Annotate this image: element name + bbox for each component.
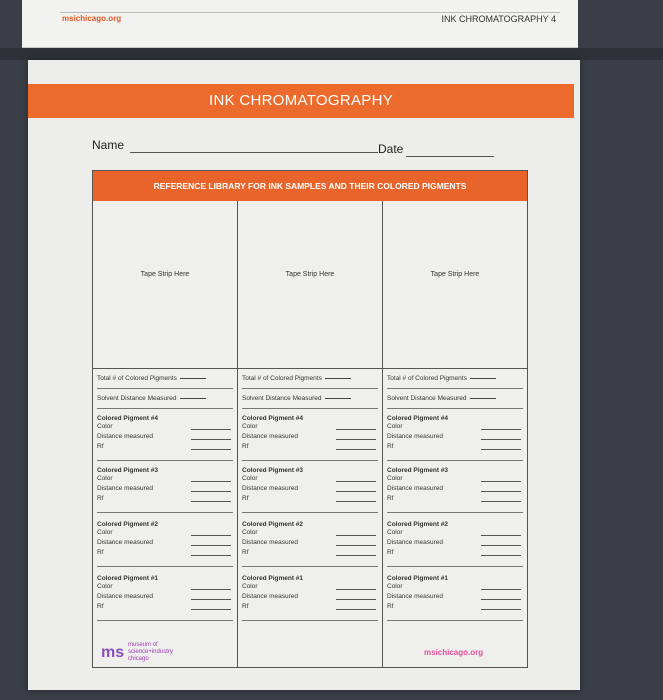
pigment-3-block — [387, 463, 523, 513]
pigment-1-block — [242, 571, 378, 621]
solvent-distance-label: Solvent Distance Measured — [387, 395, 467, 402]
logo-line-3: chicago — [128, 656, 149, 662]
reference-library-table — [92, 170, 528, 668]
distance-label: Distance measured — [387, 433, 443, 440]
footer-site: msichicago.org — [424, 648, 484, 657]
rf-label: Rf — [242, 549, 249, 556]
distance-label: Distance measured — [97, 433, 153, 440]
distance-label: Distance measured — [242, 593, 298, 600]
sample-column-3 — [383, 201, 527, 667]
sample-column-1 — [93, 201, 238, 667]
pigment-title: Colored Pigment #4 — [97, 415, 159, 422]
rf-label: Rf — [387, 495, 394, 502]
name-field-line — [130, 152, 378, 153]
pigment-title: Colored Pigment #3 — [242, 467, 304, 474]
date-label: Date — [378, 142, 404, 156]
tape-strip-label: Tape Strip Here — [285, 271, 335, 278]
previous-page-site: msichicago.org — [62, 14, 122, 23]
rf-label: Rf — [387, 549, 394, 556]
pigment-title: Colored Pigment #2 — [97, 521, 159, 528]
distance-label: Distance measured — [97, 539, 153, 546]
color-label: Color — [97, 475, 113, 482]
pigment-title: Colored Pigment #2 — [242, 521, 304, 528]
pigment-title: Colored Pigment #4 — [242, 415, 304, 422]
pigment-3-block — [97, 463, 233, 513]
total-pigments-row — [387, 369, 523, 389]
tape-strip-label: Tape Strip Here — [430, 271, 480, 278]
color-label: Color — [242, 529, 258, 536]
logo-line-1: museum of — [128, 642, 158, 648]
pigment-title: Colored Pigment #3 — [97, 467, 159, 474]
distance-label: Distance measured — [97, 593, 153, 600]
distance-label: Distance measured — [242, 485, 298, 492]
pigment-3-block — [242, 463, 378, 513]
solvent-distance-row — [97, 389, 233, 409]
tape-strip-area — [93, 201, 237, 369]
museum-logo-icon — [100, 640, 124, 662]
table-title: REFERENCE LIBRARY FOR INK SAMPLES AND THEIR COLORED PIGMENTS — [93, 171, 527, 201]
pigment-4-block — [242, 411, 378, 461]
distance-label: Distance measured — [387, 593, 443, 600]
page-gap — [0, 48, 663, 60]
color-label: Color — [242, 423, 258, 430]
pigment-2-block — [242, 517, 378, 567]
tape-strip-area — [383, 201, 527, 369]
pigment-title: Colored Pigment #4 — [387, 415, 449, 422]
rf-label: Rf — [97, 495, 104, 502]
rf-label: Rf — [387, 443, 394, 450]
solvent-distance-label: Solvent Distance Measured — [97, 395, 177, 402]
pigment-4-block — [387, 411, 523, 461]
sample-column-2 — [238, 201, 383, 667]
previous-page — [22, 0, 578, 48]
tape-strip-label: Tape Strip Here — [140, 271, 190, 278]
total-pigments-row — [242, 369, 378, 389]
rf-label: Rf — [97, 549, 104, 556]
logo-line-2: science+industry — [128, 649, 173, 655]
color-label: Color — [97, 423, 113, 430]
distance-label: Distance measured — [242, 433, 298, 440]
pigment-title: Colored Pigment #3 — [387, 467, 449, 474]
rf-label: Rf — [242, 603, 249, 610]
color-label: Color — [387, 583, 403, 590]
page-rule — [60, 12, 560, 13]
pigment-title: Colored Pigment #1 — [387, 575, 449, 582]
solvent-distance-row — [242, 389, 378, 409]
pigment-title: Colored Pigment #2 — [387, 521, 449, 528]
total-pigments-label: Total # of Colored Pigments — [387, 375, 467, 382]
previous-page-header: INK CHROMATOGRAPHY 4 — [441, 14, 556, 24]
rf-label: Rf — [242, 443, 249, 450]
tape-strip-area — [238, 201, 382, 369]
pigment-2-block — [387, 517, 523, 567]
color-label: Color — [387, 529, 403, 536]
color-label: Color — [97, 529, 113, 536]
pigment-title: Colored Pigment #1 — [242, 575, 304, 582]
color-label: Color — [242, 583, 258, 590]
color-label: Color — [387, 475, 403, 482]
color-label: Color — [242, 475, 258, 482]
pigment-4-block — [97, 411, 233, 461]
museum-logo-mark: ms — [101, 644, 124, 661]
color-label: Color — [387, 423, 403, 430]
museum-logo-text — [128, 642, 173, 663]
total-pigments-row — [97, 369, 233, 389]
distance-label: Distance measured — [242, 539, 298, 546]
rf-label: Rf — [387, 603, 394, 610]
solvent-distance-label: Solvent Distance Measured — [242, 395, 322, 402]
total-pigments-label: Total # of Colored Pigments — [97, 375, 177, 382]
color-label: Color — [97, 583, 113, 590]
rf-label: Rf — [97, 603, 104, 610]
distance-label: Distance measured — [387, 539, 443, 546]
distance-label: Distance measured — [97, 485, 153, 492]
pigment-title: Colored Pigment #1 — [97, 575, 159, 582]
pigment-1-block — [387, 571, 523, 621]
rf-label: Rf — [97, 443, 104, 450]
pigment-1-block — [97, 571, 233, 621]
solvent-distance-row — [387, 389, 523, 409]
worksheet-title: INK CHROMATOGRAPHY — [28, 84, 574, 118]
rf-label: Rf — [242, 495, 249, 502]
name-label: Name — [92, 138, 125, 152]
date-field-line — [406, 156, 494, 157]
pigment-2-block — [97, 517, 233, 567]
distance-label: Distance measured — [387, 485, 443, 492]
worksheet-page — [28, 60, 580, 690]
total-pigments-label: Total # of Colored Pigments — [242, 375, 322, 382]
